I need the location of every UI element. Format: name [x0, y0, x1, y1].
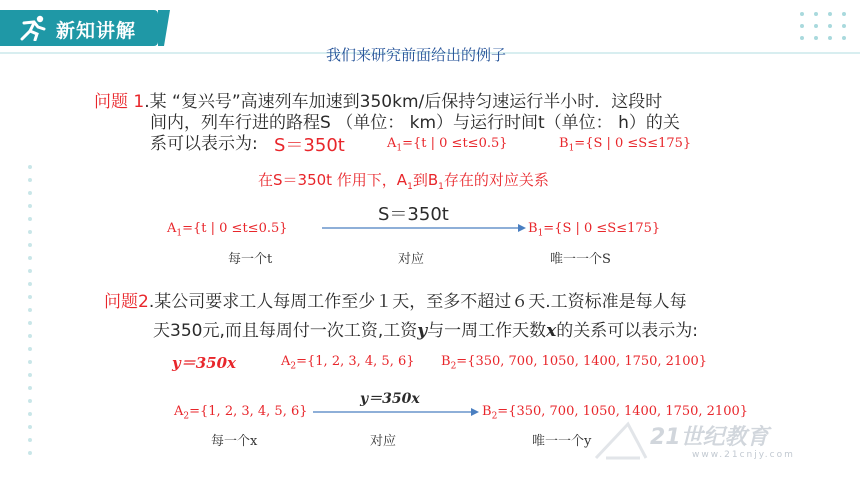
problem2-caption-right: 唯一一个y [532, 434, 592, 449]
header-title: 新知讲解 [56, 20, 137, 42]
problem2-line2 [153, 316, 698, 341]
mapping-arrow-2 [313, 406, 479, 418]
problem1-set-b [559, 136, 691, 154]
problem1-text-line3: 系可以表示为: [150, 134, 258, 154]
map-a-subscript: 1 [176, 228, 183, 239]
map-a2-body: ={1, 2, 3, 4, 5, 6} [189, 404, 308, 419]
decorative-dot-column [28, 165, 32, 464]
map-b-letter: B [528, 221, 538, 236]
problem2-label: 问题2 [104, 292, 149, 312]
problem2-text-c: 的关系可以表示为: [556, 321, 699, 341]
problem1-text-line2: 间内，列车行进的路程S （单位： km）与运行时间t（单位： h）的关 [150, 113, 680, 133]
map-a2-subscript: 2 [183, 411, 190, 422]
problem2-text-b: 与一周工作天数 [427, 321, 547, 341]
header-badge-tail [158, 10, 170, 46]
problem2-text-a: 天350元,而且每周付一次工资,工资 [153, 321, 418, 341]
map-a-letter: A [167, 221, 177, 236]
set-a2-subscript: 2 [290, 361, 297, 372]
set-b-letter: B [559, 136, 569, 151]
set-b2-subscript: 2 [450, 361, 457, 372]
problem1-map-formula: S＝350t [378, 204, 449, 225]
watermark-text: 21世纪教育 [650, 425, 769, 450]
note-part3: 存在的对应关系 [443, 171, 549, 189]
set-b2-letter: B [441, 354, 451, 369]
problem1-caption-left: 每一个t [228, 252, 273, 267]
set-a-subscript: 1 [396, 143, 403, 154]
decorative-dot-grid [800, 12, 846, 48]
set-b2-body: ={350, 700, 1050, 1400, 1750, 2100} [456, 354, 708, 369]
note-part1: 在S＝350t 作用下，A [258, 171, 408, 189]
problem2-caption-left: 每一个x [211, 434, 258, 449]
var-x: x [546, 321, 557, 341]
map-b2-subscript: 2 [491, 411, 498, 422]
var-y: y [417, 321, 428, 341]
section-subtitle: 我们来研究前面给出的例子 [326, 46, 507, 64]
problem1-label: 问题 1 [94, 92, 145, 112]
problem1-set-a [387, 136, 508, 154]
problem1-note [258, 169, 549, 192]
problem2-set-b [441, 354, 707, 372]
set-a2-letter: A [281, 354, 291, 369]
problem2-map-left [174, 404, 308, 422]
set-a-letter: A [387, 136, 397, 151]
problem1-map-right [528, 221, 660, 239]
map-a2-letter: A [174, 404, 184, 419]
set-b-body: ={S | 0 ≤S≤175} [574, 136, 692, 151]
note-sub2: 1 [438, 182, 444, 192]
runner-icon [18, 15, 48, 41]
problem1-caption-right: 唯一一个S [550, 252, 611, 267]
note-part2: 到B [412, 171, 439, 189]
map-b2-body: ={350, 700, 1050, 1400, 1750, 2100} [497, 404, 749, 419]
problem2-map-formula: y＝350x [360, 391, 420, 407]
problem2-caption-mid: 对应 [370, 434, 397, 449]
problem2-text-line1: .某公司要求工人每周工作至少１天，至多不超过６天.工资标准是每人每 [148, 292, 687, 312]
set-a-body: ={t | 0 ≤t≤0.5} [402, 136, 508, 151]
problem1-text-line1: .某 “复兴号”高速列车加速到350km/后保持匀速运行半小时．这段时 [144, 92, 663, 112]
set-a2-body: ={1, 2, 3, 4, 5, 6} [296, 354, 415, 369]
watermark-url: www.21cnjy.com [692, 450, 795, 460]
mapping-arrow-1 [322, 222, 526, 234]
map-b-body: ={S | 0 ≤S≤175} [543, 221, 661, 236]
note-sub1: 1 [407, 182, 413, 192]
problem2-formula: y＝350x [172, 354, 236, 372]
map-b-subscript: 1 [537, 228, 544, 239]
map-b2-letter: B [482, 404, 492, 419]
set-b-subscript: 1 [568, 143, 575, 154]
problem1-caption-mid: 对应 [398, 252, 425, 267]
problem2-line1 [104, 287, 687, 312]
problem2-set-a [281, 354, 415, 372]
problem1-map-left [167, 221, 288, 239]
problem1-formula: S＝350t [274, 135, 345, 156]
map-a-body: ={t | 0 ≤t≤0.5} [182, 221, 288, 236]
